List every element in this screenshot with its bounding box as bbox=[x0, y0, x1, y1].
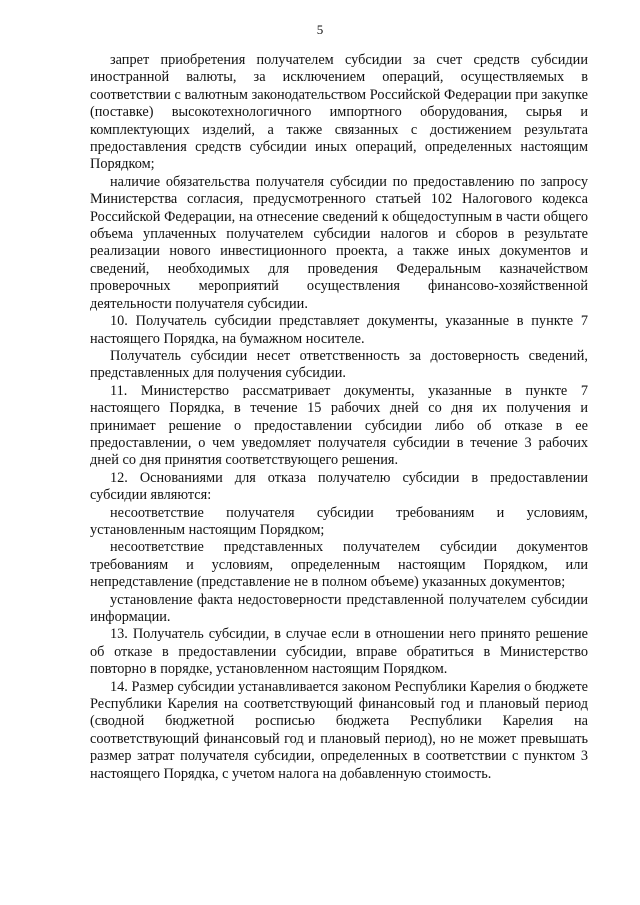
paragraph-item-14: 14. Размер субсидии устанавливается законом Республики Карелия о бюджете Республики Карелия на соответствующий финансовый год и плановый период (сводной бюджетной росписью бюджета Республики Карелия на соответствующий финансовый год и плановый период), но не может превышать размер затрат получателя субсидии, определенных в соответствии с пунктом 3 настоящего Порядка, с учетом налога на добавленную стоимость. bbox=[90, 678, 588, 782]
paragraph-item-10: 10. Получатель субсидии представляет документы, указанные в пункте 7 настоящего Порядка, на бумажном носителе. bbox=[90, 313, 588, 347]
paragraph-refusal-ground-2: несоответствие представленных получателем субсидии документов требованиям и условиям, определенным настоящим Порядком, или непредставление (представление не в полном объеме) указанных документов; bbox=[90, 539, 588, 591]
paragraph-responsibility: Получатель субсидии несет ответственность за достоверность сведений, представленных для получения субсидии. bbox=[90, 347, 588, 382]
paragraph-item-13: 13. Получатель субсидии, в случае если в отношении него принято решение об отказе в предоставлении субсидии, вправе обратиться в Министерство повторно в порядке, установленном настоящим Порядком. bbox=[90, 626, 588, 678]
paragraph-item-12: 12. Основаниями для отказа получателю субсидии в предоставлении субсидии являются: bbox=[90, 469, 588, 504]
paragraph-refusal-ground-3: установление факта недостоверности представленной получателем субсидии информации. bbox=[90, 591, 588, 625]
paragraph-currency-ban: запрет приобретения получателем субсидии за счет средств субсидии иностранной валюты, за исключением операций, осуществляемых в соответствии с валютным законодательством Российской Федерации при закупке (поставке) высокотехнологичного импортного оборудования, сырья и комплектующих изделий, а также связанных с достижением результата предоставления средств субсидии иных операций, определенных настоящим Порядком; bbox=[90, 52, 588, 173]
paragraph-refusal-ground-1: несоответствие получателя субсидии требованиям и условиям, установленным настоящим Порядком; bbox=[90, 504, 588, 538]
document-body bbox=[90, 52, 588, 783]
paragraph-tax-consent: наличие обязательства получателя субсидии по предоставлению по запросу Министерства согласия, предусмотренного статьей 102 Налогового кодекса Российской Федерации, на отнесение сведений к общедоступным в части общего объема уплаченных получателем субсидии налогов и сборов в результате реализации нового инвестиционного проекта, а также иных документов и сведений, необходимых для проведения Федеральным казначейством проверочных мероприятий осуществления финансово-хозяйственной деятельности получателя субсидии. bbox=[90, 173, 588, 312]
paragraph-item-11: 11. Министерство рассматривает документы, указанные в пункте 7 настоящего Порядка, в течение 15 рабочих дней со дня их получения и принимает решение о предоставлении субсидии либо об отказе в ее предоставлении, о чем уведомляет получателя субсидии в течение 3 рабочих дней со дня принятия соответствующего решения. bbox=[90, 382, 588, 469]
page-number: 5 bbox=[316, 22, 324, 37]
